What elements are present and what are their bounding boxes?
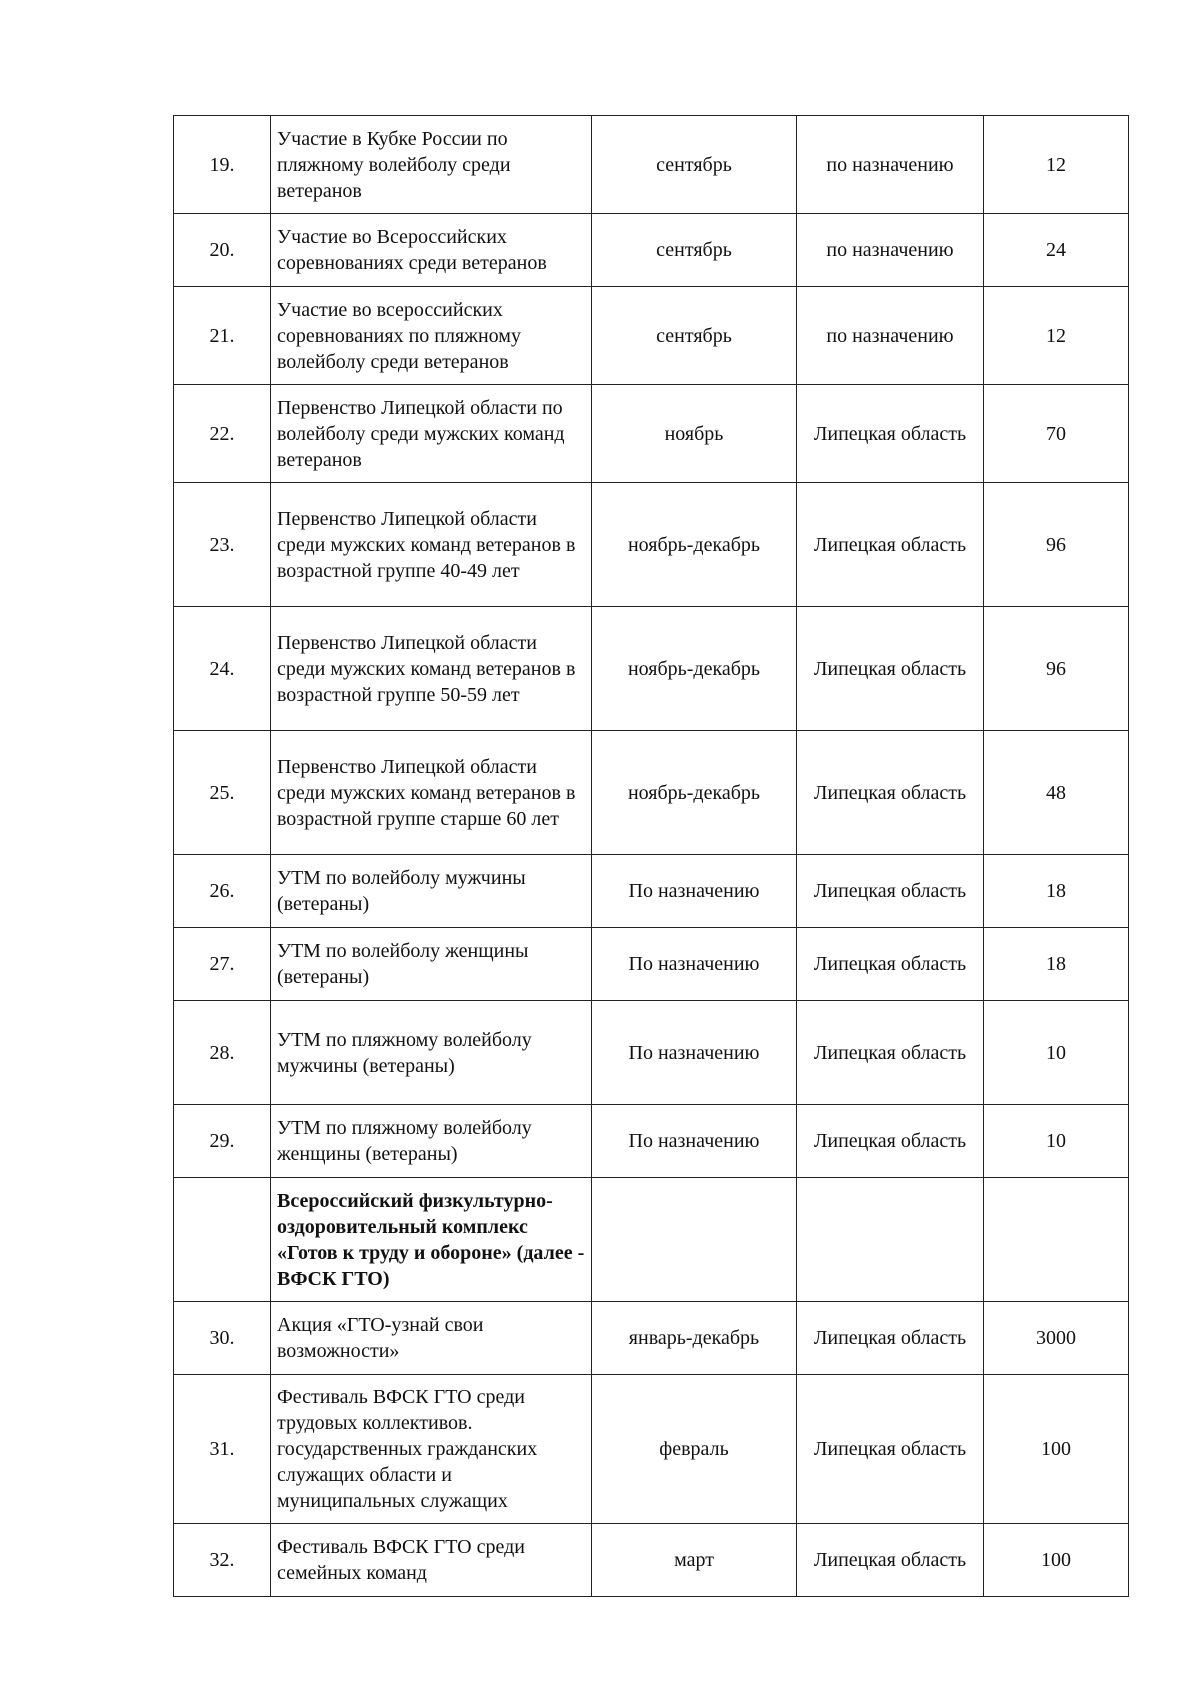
table-row <box>174 731 1129 855</box>
event-date: сентябрь <box>592 116 797 214</box>
row-number: 21. <box>174 287 271 385</box>
event-date: март <box>592 1524 797 1597</box>
table-row <box>174 1375 1129 1524</box>
participant-count: 100 <box>984 1524 1129 1597</box>
event-date: ноябрь <box>592 385 797 483</box>
event-place: по назначению <box>797 287 984 385</box>
event-place: по назначению <box>797 116 984 214</box>
event-name: Участие во всероссийских соревнованиях по пляжному волейболу среди ветеранов <box>271 287 592 385</box>
event-name: Первенство Липецкой области среди мужских команд ветеранов в возрастной группе старше 60 лет <box>271 731 592 855</box>
participant-count: 48 <box>984 731 1129 855</box>
event-name: Первенство Липецкой области по волейболу среди мужских команд ветеранов <box>271 385 592 483</box>
event-date: ноябрь-декабрь <box>592 483 797 607</box>
event-place: Липецкая область <box>797 731 984 855</box>
event-place: Липецкая область <box>797 928 984 1001</box>
event-name: Участие в Кубке России по пляжному волейболу среди ветеранов <box>271 116 592 214</box>
participant-count: 12 <box>984 116 1129 214</box>
event-date: январь-декабрь <box>592 1302 797 1375</box>
event-place: по назначению <box>797 214 984 287</box>
participant-count: 18 <box>984 855 1129 928</box>
participant-count: 18 <box>984 928 1129 1001</box>
event-date: По назначению <box>592 855 797 928</box>
row-number <box>174 1178 271 1302</box>
participant-count: 96 <box>984 483 1129 607</box>
event-name: Первенство Липецкой области среди мужских команд ветеранов в возрастной группе 40-49 лет <box>271 483 592 607</box>
table-row <box>174 1178 1129 1302</box>
participant-count: 100 <box>984 1375 1129 1524</box>
events-table-body <box>174 116 1129 1597</box>
table-row <box>174 855 1129 928</box>
event-place: Липецкая область <box>797 1302 984 1375</box>
participant-count: 10 <box>984 1001 1129 1105</box>
row-number: 26. <box>174 855 271 928</box>
event-date: сентябрь <box>592 287 797 385</box>
table-row <box>174 928 1129 1001</box>
row-number: 31. <box>174 1375 271 1524</box>
event-date: февраль <box>592 1375 797 1524</box>
table-row <box>174 287 1129 385</box>
event-name: Первенство Липецкой области среди мужских команд ветеранов в возрастной группе 50-59 лет <box>271 607 592 731</box>
event-name: Всероссийский физкультурно-оздоровительный комплекс «Готов к труду и обороне» (далее - ВФСК ГТО) <box>271 1178 592 1302</box>
event-place: Липецкая область <box>797 483 984 607</box>
event-date: По назначению <box>592 1001 797 1105</box>
table-row <box>174 385 1129 483</box>
event-name: УТМ по пляжному волейболу мужчины (ветераны) <box>271 1001 592 1105</box>
event-name: Участие во Всероссийских соревнованиях среди ветеранов <box>271 214 592 287</box>
table-row <box>174 214 1129 287</box>
row-number: 24. <box>174 607 271 731</box>
row-number: 27. <box>174 928 271 1001</box>
participant-count: 96 <box>984 607 1129 731</box>
event-name: УТМ по волейболу женщины (ветераны) <box>271 928 592 1001</box>
row-number: 30. <box>174 1302 271 1375</box>
event-place: Липецкая область <box>797 1375 984 1524</box>
event-date: ноябрь-декабрь <box>592 731 797 855</box>
event-place: Липецкая область <box>797 385 984 483</box>
event-date: ноябрь-декабрь <box>592 607 797 731</box>
row-number: 32. <box>174 1524 271 1597</box>
event-name: Фестиваль ВФСК ГТО среди трудовых коллективов. государственных гражданских служащих области и муниципальных служащих <box>271 1375 592 1524</box>
event-place: Липецкая область <box>797 1105 984 1178</box>
row-number: 20. <box>174 214 271 287</box>
event-name: УТМ по волейболу мужчины (ветераны) <box>271 855 592 928</box>
participant-count: 10 <box>984 1105 1129 1178</box>
participant-count: 12 <box>984 287 1129 385</box>
event-date: сентябрь <box>592 214 797 287</box>
table-row <box>174 116 1129 214</box>
table-row <box>174 1001 1129 1105</box>
table-row <box>174 1105 1129 1178</box>
participant-count: 3000 <box>984 1302 1129 1375</box>
event-place: Липецкая область <box>797 1524 984 1597</box>
event-place: Липецкая область <box>797 1001 984 1105</box>
event-date <box>592 1178 797 1302</box>
participant-count <box>984 1178 1129 1302</box>
event-date: По назначению <box>592 1105 797 1178</box>
event-name: УТМ по пляжному волейболу женщины (ветераны) <box>271 1105 592 1178</box>
events-table <box>173 115 1129 1597</box>
participant-count: 24 <box>984 214 1129 287</box>
table-row <box>174 607 1129 731</box>
table-row <box>174 1302 1129 1375</box>
event-place: Липецкая область <box>797 855 984 928</box>
event-place: Липецкая область <box>797 607 984 731</box>
row-number: 28. <box>174 1001 271 1105</box>
event-name: Фестиваль ВФСК ГТО среди семейных команд <box>271 1524 592 1597</box>
event-place <box>797 1178 984 1302</box>
row-number: 22. <box>174 385 271 483</box>
participant-count: 70 <box>984 385 1129 483</box>
event-name: Акция «ГТО-узнай свои возможности» <box>271 1302 592 1375</box>
row-number: 23. <box>174 483 271 607</box>
table-row <box>174 1524 1129 1597</box>
row-number: 25. <box>174 731 271 855</box>
table-row <box>174 483 1129 607</box>
row-number: 29. <box>174 1105 271 1178</box>
event-date: По назначению <box>592 928 797 1001</box>
row-number: 19. <box>174 116 271 214</box>
